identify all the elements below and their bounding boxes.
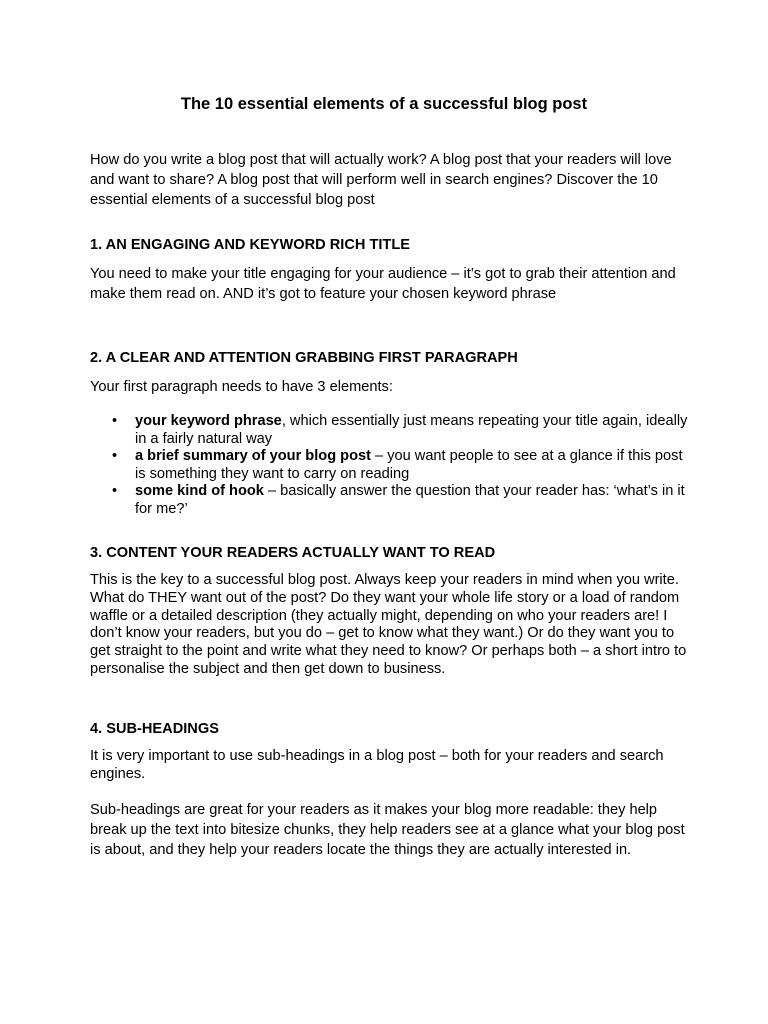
section-3-heading: 3. CONTENT YOUR READERS ACTUALLY WANT TO READ [90, 545, 496, 561]
list-item [90, 483, 690, 518]
bullet-icon: • [112, 483, 118, 500]
bullet-icon: • [112, 413, 118, 429]
section-1-heading: 1. AN ENGAGING AND KEYWORD RICH TITLE [90, 237, 410, 253]
list-item [90, 413, 690, 448]
section-2-paragraph: Your first paragraph needs to have 3 elements: [90, 379, 393, 395]
section-4-paragraph: It is very important to use sub-headings in a blog post – both for your readers and search engines. [90, 748, 664, 782]
bullet-text: – you want people to see at a glance if this post is something they want to carry on reading [135, 448, 683, 482]
section-3-paragraph: This is the key to a successful blog post. Always keep your readers in mind when you write. What do THEY want out of the post? Do they want your whole life story or a load of random waffle or a detailed description (they actually might, depending on who your readers are! I don’t know your readers, but you do – get to know what they want.) Or do they want you to get straight to the point and write what they need to know? Or perhaps both – a short intro to personalise the subject and then get down to business. [90, 572, 687, 677]
bullet-icon: • [112, 448, 118, 465]
section-4-heading: 4. SUB-HEADINGS [90, 721, 219, 737]
document-title: The 10 essential elements of a successful blog post [180, 95, 588, 113]
section-2-heading: 2. A CLEAR AND ATTENTION GRABBING FIRST PARAGRAPH [90, 350, 518, 366]
section-4-paragraph-2: Sub-headings are great for your readers as it makes your blog more readable: they help break up the text into bitesize chunks, they help readers see at a glance what your blog post is about, and they help your readers locate the things they are actually interested in. [90, 802, 685, 858]
intro-paragraph: How do you write a blog post that will actually work? A blog post that your readers will love and want to share? A blog post that will perform well in search engines? Discover the 10 essential elements of a successful blog post [90, 152, 672, 208]
bullet-bold-text: your keyword phrase [135, 413, 282, 429]
bullet-text: , which essentially just means repeating your title again, ideally in a fairly natural way [135, 413, 688, 447]
bullet-bold-text: a brief summary of your blog post [135, 448, 371, 465]
list-item [90, 448, 690, 483]
bullet-bold-text: some kind of hook [135, 483, 264, 500]
bullet-text: – basically answer the question that your reader has: ‘what’s in it for me?’ [135, 483, 685, 517]
section-1-paragraph: You need to make your title engaging for your audience – it’s got to grab their attention and make them read on. AND it’s got to feature your chosen keyword phrase [90, 266, 676, 302]
section-2-bullet-list [90, 413, 690, 519]
